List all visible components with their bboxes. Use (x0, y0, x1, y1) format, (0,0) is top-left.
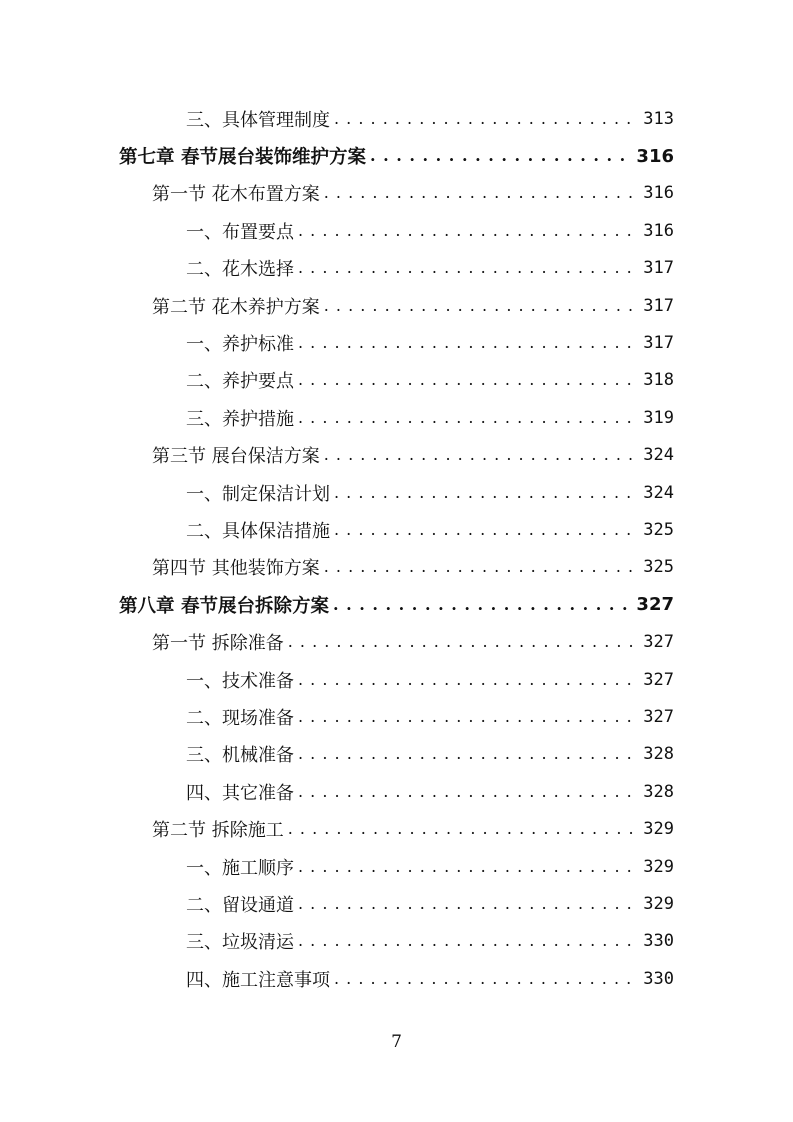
toc-entry[interactable] (0, 661, 793, 698)
toc-chapter-entry[interactable] (0, 137, 793, 174)
toc-entry-page: 318 (643, 370, 674, 391)
toc-entry[interactable] (0, 511, 793, 548)
toc-entry-page: 327 (643, 632, 674, 653)
table-of-contents (0, 100, 793, 997)
toc-dot-leader (298, 933, 637, 949)
toc-dot-leader (334, 522, 637, 538)
toc-entry-page: 313 (643, 108, 674, 129)
toc-entry-page: 316 (643, 220, 674, 241)
toc-entry-title: 第二节 花木养护方案 (152, 296, 320, 318)
toc-section-entry[interactable] (0, 810, 793, 847)
toc-dot-leader (370, 148, 630, 164)
toc-entry-title: 四、施工注意事项 (186, 969, 330, 991)
toc-entry-title: 四、其它准备 (186, 782, 294, 804)
toc-entry[interactable] (0, 399, 793, 436)
toc-dot-leader (288, 634, 638, 650)
toc-entry-page: 317 (643, 258, 674, 279)
toc-entry-title: 三、具体管理制度 (186, 109, 330, 131)
toc-section-entry[interactable] (0, 175, 793, 212)
toc-dot-leader (324, 559, 638, 575)
toc-dot-leader (298, 335, 637, 351)
toc-dot-leader (298, 709, 637, 725)
toc-entry[interactable] (0, 100, 793, 137)
toc-dot-leader (298, 410, 637, 426)
toc-entry-page: 327 (643, 706, 674, 727)
toc-entry-title: 二、留设通道 (186, 894, 294, 916)
toc-entry[interactable] (0, 324, 793, 361)
toc-entry-title: 二、现场准备 (186, 707, 294, 729)
toc-entry-page: 317 (643, 333, 674, 354)
toc-entry-page: 316 (643, 183, 674, 204)
toc-entry-page: 327 (636, 594, 674, 616)
toc-dot-leader (298, 746, 637, 762)
toc-entry-page: 329 (643, 819, 674, 840)
toc-entry[interactable] (0, 885, 793, 922)
toc-entry-title: 三、养护措施 (186, 408, 294, 430)
toc-dot-leader (298, 859, 637, 875)
toc-entry-title: 第八章 春节展台拆除方案 (119, 595, 329, 617)
toc-entry-page: 324 (643, 445, 674, 466)
toc-dot-leader (333, 597, 630, 613)
toc-entry[interactable] (0, 362, 793, 399)
toc-entry-title: 一、养护标准 (186, 334, 294, 356)
toc-entry-title: 二、养护要点 (186, 371, 294, 393)
toc-dot-leader (298, 896, 637, 912)
toc-entry[interactable] (0, 474, 793, 511)
toc-entry-title: 一、技术准备 (186, 670, 294, 692)
toc-entry-title: 一、制定保洁计划 (186, 483, 330, 505)
toc-entry-page: 325 (643, 557, 674, 578)
toc-entry-title: 二、花木选择 (186, 259, 294, 281)
toc-entry-title: 一、施工顺序 (186, 857, 294, 879)
toc-dot-leader (298, 372, 637, 388)
toc-entry-title: 第三节 展台保洁方案 (152, 446, 320, 468)
toc-dot-leader (324, 298, 638, 314)
toc-entry[interactable] (0, 736, 793, 773)
toc-entry-title: 第一节 拆除准备 (152, 633, 284, 655)
toc-section-entry[interactable] (0, 549, 793, 586)
toc-entry-page: 328 (643, 781, 674, 802)
toc-dot-leader (324, 185, 638, 201)
toc-entry-title: 第一节 花木布置方案 (152, 184, 320, 206)
toc-dot-leader (298, 784, 637, 800)
toc-dot-leader (334, 111, 637, 127)
toc-entry-title: 二、具体保洁措施 (186, 520, 330, 542)
toc-entry-page: 316 (636, 145, 674, 167)
toc-dot-leader (334, 971, 637, 987)
toc-dot-leader (298, 260, 637, 276)
toc-entry-page: 324 (643, 482, 674, 503)
toc-entry[interactable] (0, 773, 793, 810)
toc-entry-page: 330 (643, 968, 674, 989)
page-number: 7 (391, 1032, 402, 1052)
toc-chapter-entry[interactable] (0, 586, 793, 623)
toc-entry-page: 328 (643, 744, 674, 765)
toc-dot-leader (324, 447, 638, 463)
toc-entry-title: 第二节 拆除施工 (152, 820, 284, 842)
toc-entry-page: 329 (643, 893, 674, 914)
toc-dot-leader (288, 821, 638, 837)
toc-entry[interactable] (0, 212, 793, 249)
toc-entry-page: 327 (643, 669, 674, 690)
toc-entry-page: 329 (643, 856, 674, 877)
toc-entry-title: 三、机械准备 (186, 745, 294, 767)
toc-dot-leader (334, 485, 637, 501)
toc-entry[interactable] (0, 250, 793, 287)
toc-dot-leader (298, 672, 637, 688)
toc-entry[interactable] (0, 848, 793, 885)
toc-entry-page: 325 (643, 519, 674, 540)
toc-dot-leader (298, 223, 637, 239)
toc-entry[interactable] (0, 698, 793, 735)
toc-entry[interactable] (0, 960, 793, 997)
toc-section-entry[interactable] (0, 623, 793, 660)
toc-section-entry[interactable] (0, 437, 793, 474)
toc-section-entry[interactable] (0, 287, 793, 324)
toc-entry-title: 一、布置要点 (186, 221, 294, 243)
toc-entry-title: 三、垃圾清运 (186, 932, 294, 954)
toc-entry-page: 319 (643, 407, 674, 428)
toc-entry-title: 第七章 春节展台装饰维护方案 (119, 147, 366, 169)
toc-entry-page: 330 (643, 931, 674, 952)
toc-entry-page: 317 (643, 295, 674, 316)
toc-entry[interactable] (0, 923, 793, 960)
toc-entry-title: 第四节 其他装饰方案 (152, 558, 320, 580)
